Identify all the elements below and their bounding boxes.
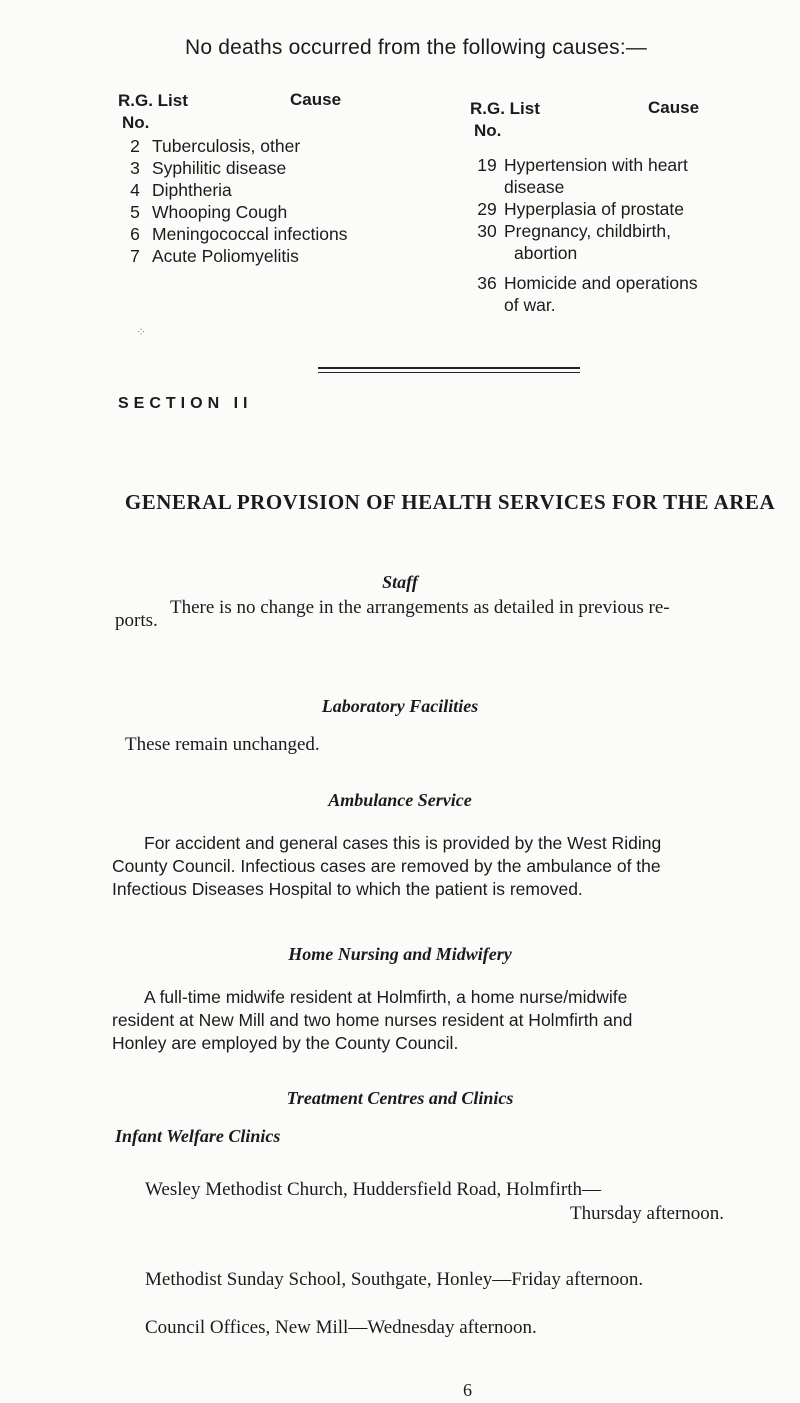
rg-list-label: R.G. List	[118, 91, 188, 110]
home-nursing-line: Honley are employed by the County Council.	[112, 1033, 459, 1053]
cause-header: Cause	[648, 98, 700, 117]
cause-text: Syphilitic disease	[152, 158, 287, 178]
infant-welfare-heading: Infant Welfare Clinics	[115, 1126, 281, 1146]
cause-text	[504, 154, 790, 198]
page-number: 6	[463, 1380, 472, 1400]
laboratory-heading: Laboratory Facilities	[321, 696, 479, 716]
table-header-left	[118, 90, 408, 136]
cause-line: Hypertension with heart	[504, 155, 688, 175]
table-row	[118, 135, 408, 157]
cause-text: Tuberculosis, other	[152, 136, 301, 156]
rg-number: 6	[130, 224, 140, 244]
cause-line: Homicide and operations	[504, 273, 698, 293]
rg-number: 2	[130, 136, 140, 156]
clinic-line: Methodist Sunday School, Southgate, Honley—Friday afternoon.	[145, 1269, 644, 1290]
ambulance-line: County Council. Infectious cases are removed by the ambulance of the	[112, 856, 661, 876]
rg-number: 7	[130, 246, 140, 266]
laboratory-text: These remain unchanged.	[125, 734, 320, 755]
cause-text	[504, 198, 790, 220]
divider-rule	[318, 367, 580, 369]
causes-table-right	[470, 98, 790, 316]
cause-line: disease	[504, 177, 565, 197]
cause-line: abortion	[514, 243, 578, 263]
section-heading: SECTION II	[118, 395, 253, 412]
ambulance-heading: Ambulance Service	[328, 790, 472, 810]
main-title: GENERAL PROVISION OF HEALTH SERVICES FOR THE AREA	[124, 490, 776, 514]
home-nursing-line: A full-time midwife resident at Holmfirth, a home nurse/midwife	[144, 987, 628, 1007]
left-rows	[118, 135, 408, 267]
home-nursing-heading: Home Nursing and Midwifery	[288, 944, 512, 964]
cause-line: Pregnancy, childbirth,	[504, 221, 671, 241]
rg-number: 3	[130, 158, 140, 178]
table-header-right	[470, 98, 790, 144]
clinic-line: Wesley Methodist Church, Huddersfield Road, Holmfirth—	[145, 1179, 601, 1200]
table-row	[118, 157, 408, 179]
rg-list-header	[470, 98, 540, 142]
rg-list-header	[118, 90, 188, 134]
cause-text	[504, 272, 790, 316]
table-row	[118, 179, 408, 201]
table-row	[470, 154, 790, 198]
staff-heading: Staff	[382, 572, 418, 592]
ambulance-text	[112, 832, 782, 901]
table-row	[470, 198, 790, 220]
table-row	[118, 223, 408, 245]
cause-line: Hyperplasia of prostate	[504, 199, 684, 219]
clinic-line: Council Offices, New Mill—Wednesday afternoon.	[145, 1317, 537, 1338]
clinic-line: Thursday afternoon.	[570, 1203, 725, 1224]
rg-number: 5	[130, 202, 140, 222]
table-row	[118, 245, 408, 267]
divider-rule	[318, 372, 580, 373]
rg-number: 30	[477, 221, 497, 241]
causes-table-left	[118, 90, 408, 267]
clinic-item	[145, 1268, 643, 1292]
ambulance-line: For accident and general cases this is provided by the West Riding	[144, 833, 662, 853]
stray-mark: ⁘	[136, 325, 147, 339]
cause-line: of war.	[504, 295, 556, 315]
cause-text: Diphtheria	[152, 180, 232, 200]
rg-number: 4	[130, 180, 140, 200]
cause-header: Cause	[290, 90, 342, 109]
treatment-heading: Treatment Centres and Clinics	[286, 1088, 514, 1108]
staff-text-lead: ports.	[115, 610, 158, 631]
home-nursing-text	[112, 986, 782, 1055]
rg-number: 29	[477, 199, 497, 219]
no-label: No.	[122, 113, 150, 132]
staff-text: There is no change in the arrangements as detailed in previous re-	[170, 597, 670, 618]
rg-number: 36	[477, 273, 497, 293]
cause-text	[504, 220, 790, 264]
clinic-item	[145, 1178, 724, 1226]
home-nursing-line: resident at New Mill and two home nurses resident at Holmfirth and	[112, 1010, 633, 1030]
no-label: No.	[474, 121, 502, 140]
table-row	[470, 220, 790, 264]
right-rows	[470, 154, 790, 316]
rg-list-label: R.G. List	[470, 99, 540, 118]
cause-text: Acute Poliomyelitis	[152, 246, 299, 266]
rg-number: 19	[477, 155, 497, 175]
table-row	[118, 201, 408, 223]
cause-text: Whooping Cough	[152, 202, 288, 222]
table-row	[470, 272, 790, 316]
intro-text: No deaths occurred from the following causes:—	[185, 36, 648, 59]
cause-text: Meningococcal infections	[152, 224, 348, 244]
ambulance-line: Infectious Diseases Hospital to which the patient is removed.	[112, 879, 583, 899]
clinic-item	[145, 1316, 537, 1340]
